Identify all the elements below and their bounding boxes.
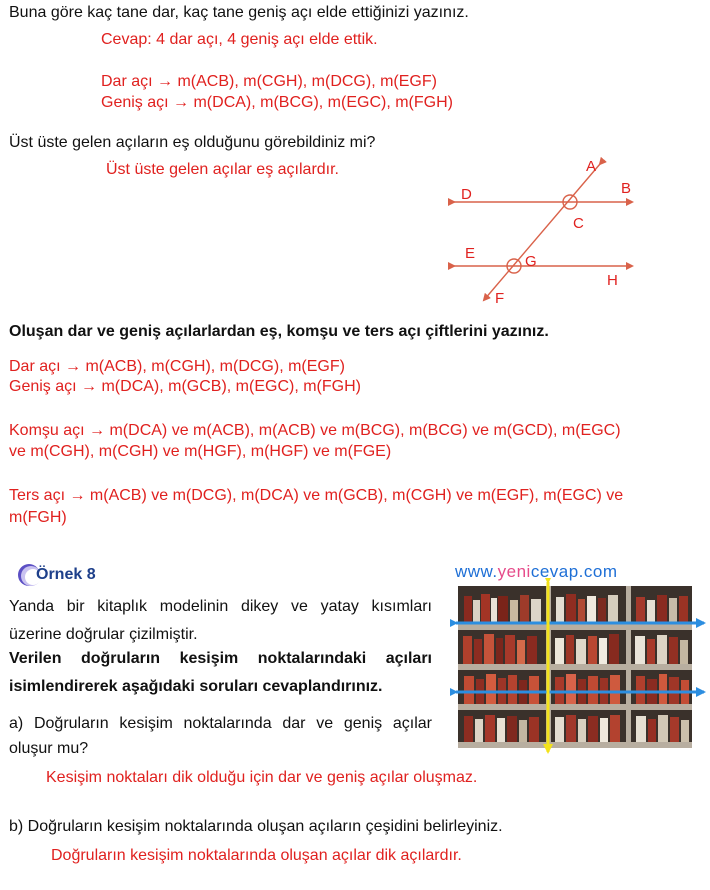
answer-b: Doğruların kesişim noktalarında oluşan açılar dik açılardır.: [51, 847, 462, 864]
label-f: F: [495, 290, 505, 307]
answer-overlap: Üst üste gelen açılar eş açılardır.: [106, 161, 339, 178]
label-c: C: [573, 215, 584, 232]
pairs-adjacent-line2: ve m(CGH), m(CGH) ve m(HGF), m(HGF) ve m(FGE): [9, 443, 392, 460]
question-angle-pairs: Oluşan dar ve geniş açılarlardan eş, komşu ve ters açı çiftlerini yazınız.: [9, 323, 549, 340]
label-d: D: [461, 186, 472, 203]
transversal-af: [484, 164, 600, 300]
label-b: B: [621, 180, 632, 197]
label-a: A: [586, 158, 597, 175]
example-desc-line2: üzerine doğrular çizilmiştir.: [9, 626, 198, 643]
pairs-acute-list: Dar açı → m(ACB), m(CGH), m(DCG), m(EGF): [9, 358, 345, 375]
answer-a: Kesişim noktaları dik olduğu için dar ve geniş açılar oluşmaz.: [46, 769, 478, 786]
example-instruction-line2: isimlendirerek aşağıdaki soruları cevaplandırınız.: [9, 678, 383, 695]
bookshelf-lines: [450, 578, 710, 758]
answer-obtuse-list: Geniş açı → m(DCA), m(BCG), m(EGC), m(FGH): [101, 94, 453, 111]
pairs-adjacent-line1: Komşu açı → m(DCA) ve m(ACB), m(ACB) ve m(BCG), m(BCG) ve m(GCD), m(EGC): [9, 422, 621, 439]
example-instruction-line1: Verilen doğruların kesişim noktalarındaki açıları: [9, 650, 432, 667]
question-overlap: Üst üste gelen açıların eş olduğunu görebildiniz mi?: [9, 134, 376, 151]
label-h: H: [607, 272, 618, 289]
watermark-text: www.yenicevap.com: [455, 562, 618, 581]
pairs-vertical-line1: Ters açı → m(ACB) ve m(DCG), m(DCA) ve m(GCB), m(CGH) ve m(EGF), m(EGC) ve: [9, 487, 624, 504]
answer-acute-obtuse-count: Cevap: 4 dar açı, 4 geniş açı elde ettik.: [101, 31, 378, 48]
label-g: G: [525, 253, 537, 270]
question-b: b) Doğruların kesişim noktalarında oluşan açıların çeşidini belirleyiniz.: [9, 818, 503, 835]
answer-acute-list: Dar açı → m(ACB), m(CGH), m(DCG), m(EGF): [101, 73, 437, 90]
pairs-obtuse-list: Geniş açı → m(DCA), m(GCB), m(EGC), m(FGH): [9, 378, 361, 395]
example-badge: [14, 562, 134, 588]
example-badge-label: Örnek 8: [36, 566, 96, 583]
pairs-vertical-line2: m(FGH): [9, 509, 67, 526]
example-desc-line1: Yanda bir kitaplık modelinin dikey ve yatay kısımları: [9, 598, 432, 615]
question-a-line2: oluşur mu?: [9, 740, 89, 757]
parallel-lines-diagram: [440, 150, 660, 310]
label-e: E: [465, 245, 476, 262]
question-acute-obtuse-count: Buna göre kaç tane dar, kaç tane geniş açı elde ettiğinizi yazınız.: [9, 4, 469, 21]
question-a-line1: a) Doğruların kesişim noktalarında dar ve geniş açılar: [9, 715, 432, 732]
